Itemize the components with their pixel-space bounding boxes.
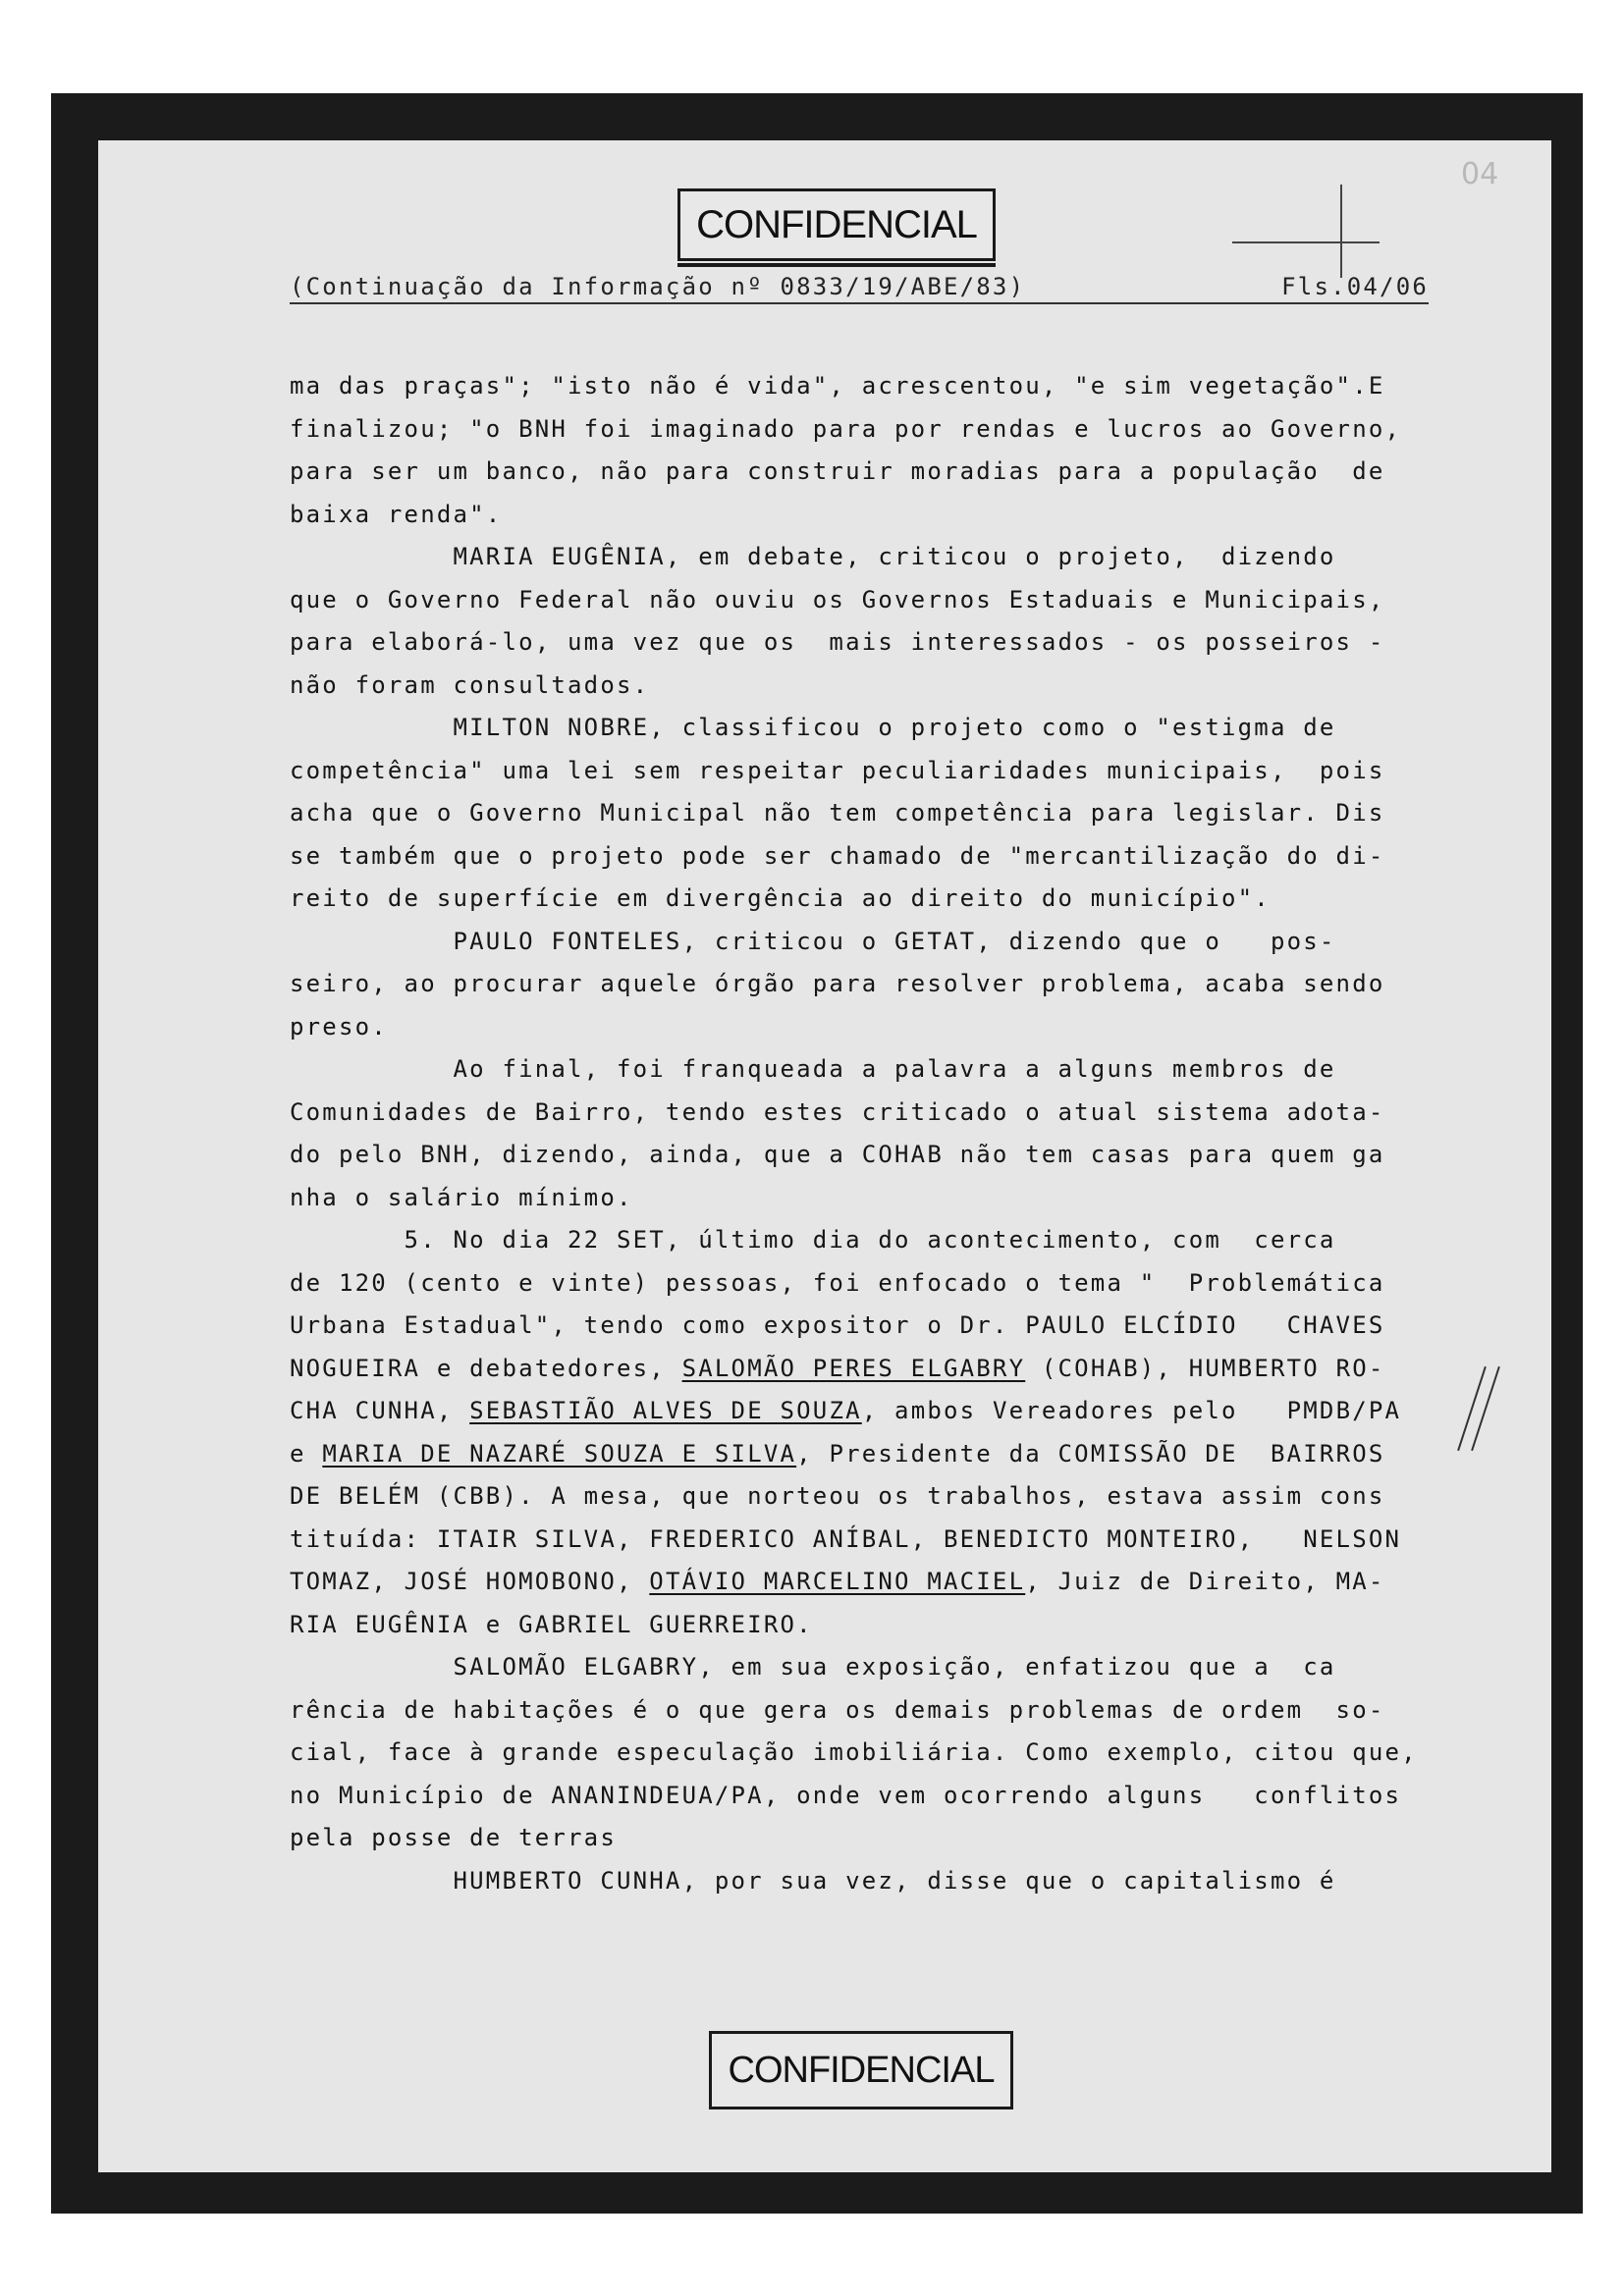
- confidential-stamp-bottom: CONFIDENCIAL: [709, 2031, 1013, 2109]
- text-line: [290, 1348, 1429, 1391]
- text-segment: para ser um banco, não para construir moradias para a população de: [290, 457, 1385, 485]
- text-line: [290, 1561, 1429, 1604]
- confidential-stamp-top: CONFIDENCIAL: [677, 188, 996, 261]
- text-line: [290, 878, 1429, 921]
- text-line: [290, 1604, 1429, 1647]
- underlined-name: MARIA DE NAZARÉ SOUZA E SILVA: [322, 1439, 797, 1468]
- text-line: [290, 750, 1429, 793]
- text-segment: do pelo BNH, dizendo, ainda, que a COHAB não tem casas para quem ga: [290, 1141, 1385, 1168]
- text-segment: , Presidente da COMISSÃO DE BAIRROS: [796, 1439, 1385, 1468]
- text-segment: HUMBERTO CUNHA, por sua vez, disse que o capitalismo é: [290, 1866, 1336, 1895]
- text-line: [290, 1219, 1429, 1262]
- text-line: [290, 1262, 1429, 1306]
- text-segment: DE BELÉM (CBB). A mesa, que norteou os trabalhos, estava assim cons: [290, 1482, 1385, 1510]
- text-segment: cial, face à grande especulação imobiliária. Como exemplo, citou que,: [290, 1738, 1418, 1766]
- text-line: [290, 835, 1429, 879]
- text-line: [290, 1646, 1429, 1689]
- text-line: [290, 621, 1429, 665]
- document-body: [290, 365, 1429, 1902]
- text-line: [290, 792, 1429, 835]
- text-segment: PAULO FONTELES, criticou o GETAT, dizendo que o pos-: [290, 927, 1336, 955]
- text-line: [290, 494, 1429, 537]
- text-segment: se também que o projeto pode ser chamado de "mercantilização do di-: [290, 841, 1385, 870]
- text-line: [290, 1048, 1429, 1092]
- text-segment: Ao final, foi franqueada a palavra a alguns membros de: [290, 1055, 1336, 1083]
- text-line: [290, 408, 1429, 452]
- text-line: [290, 579, 1429, 622]
- text-line: [290, 1006, 1429, 1049]
- text-segment: preso.: [290, 1012, 388, 1041]
- text-line: [290, 1092, 1429, 1135]
- text-segment: NOGUEIRA e debatedores,: [290, 1354, 682, 1382]
- text-segment: e: [290, 1439, 323, 1468]
- text-segment: , ambos Vereadores pelo PMDB/PA: [861, 1397, 1402, 1424]
- text-line: [290, 365, 1429, 408]
- text-segment: nha o salário mínimo.: [290, 1183, 633, 1211]
- text-segment: CHA CUNHA,: [290, 1397, 470, 1424]
- text-segment: competência" uma lei sem respeitar peculiaridades municipais, pois: [290, 756, 1385, 784]
- text-line: [290, 1775, 1429, 1818]
- text-line: [290, 451, 1429, 494]
- text-line: [290, 1860, 1429, 1903]
- text-line: [290, 1305, 1429, 1348]
- handwritten-mark: [1232, 185, 1389, 283]
- text-line: [290, 1732, 1429, 1775]
- text-segment: TOMAZ, JOSÉ HOMOBONO,: [290, 1568, 650, 1595]
- text-segment: rência de habitações é o que gera os demais problemas de ordem so-: [290, 1695, 1385, 1724]
- text-segment: no Município de ANANINDEUA/PA, onde vem ocorrendo alguns conflitos: [290, 1781, 1402, 1809]
- text-line: [290, 1519, 1429, 1562]
- text-line: [290, 707, 1429, 750]
- text-segment: pela posse de terras: [290, 1824, 617, 1851]
- text-line: [290, 1177, 1429, 1220]
- document-header: [290, 273, 1429, 304]
- text-segment: RIA EUGÊNIA e GABRIEL GUERREIRO.: [290, 1610, 813, 1638]
- text-line: [290, 921, 1429, 964]
- text-segment: MARIA EUGÊNIA, em debate, criticou o projeto, dizendo: [290, 543, 1336, 570]
- text-line: [290, 1433, 1429, 1476]
- page-number-mark: 04: [1461, 157, 1499, 191]
- text-segment: , Juiz de Direito, MA-: [1025, 1568, 1385, 1595]
- folio-number: Fls.04/06: [1281, 273, 1429, 300]
- text-line: [290, 1689, 1429, 1733]
- text-segment: MILTON NOBRE, classificou o projeto como o "estigma de: [290, 714, 1336, 741]
- text-line: [290, 536, 1429, 579]
- underlined-name: OTÁVIO MARCELINO MACIEL: [649, 1568, 1026, 1595]
- information-reference: (Continuação da Informação nº 0833/19/ABE/83): [290, 273, 1026, 300]
- text-line: [290, 665, 1429, 708]
- text-line: [290, 1475, 1429, 1519]
- text-segment: 5. No dia 22 SET, último dia do acontecimento, com cerca: [290, 1226, 1336, 1254]
- text-segment: seiro, ao procurar aquele órgão para resolver problema, acaba sendo: [290, 970, 1385, 997]
- text-segment: não foram consultados.: [290, 670, 650, 699]
- text-segment: tituída: ITAIR SILVA, FREDERICO ANÍBAL, BENEDICTO MONTEIRO, NELSON: [290, 1524, 1402, 1553]
- text-segment: Urbana Estadual", tendo como expositor o Dr. PAULO ELCÍDIO CHAVES: [290, 1311, 1385, 1339]
- text-line: [290, 1134, 1429, 1177]
- text-segment: reito de superfície em divergência ao direito do município".: [290, 884, 1271, 912]
- text-segment: SALOMÃO ELGABRY, em sua exposição, enfatizou que a ca: [290, 1653, 1336, 1681]
- text-segment: finalizou; "o BNH foi imaginado para por rendas e lucros ao Governo,: [290, 414, 1402, 443]
- text-segment: ma das praças"; "isto não é vida", acrescentou, "e sim vegetação".E: [290, 372, 1385, 400]
- text-segment: acha que o Governo Municipal não tem competência para legislar. Dis: [290, 799, 1385, 827]
- underlined-name: SALOMÃO PERES ELGABRY: [681, 1354, 1026, 1382]
- text-line: [290, 1817, 1429, 1860]
- text-segment: Comunidades de Bairro, tendo estes criticado o atual sistema adota-: [290, 1097, 1385, 1126]
- text-line: [290, 1390, 1429, 1433]
- text-segment: (COHAB), HUMBERTO RO-: [1025, 1354, 1385, 1382]
- text-segment: que o Governo Federal não ouviu os Governos Estaduais e Municipais,: [290, 585, 1385, 614]
- text-segment: de 120 (cento e vinte) pessoas, foi enfocado o tema " Problemática: [290, 1268, 1385, 1297]
- handwritten-double-slash: [1463, 1364, 1502, 1453]
- underlined-name: SEBASTIÃO ALVES DE SOUZA: [469, 1397, 862, 1424]
- text-segment: baixa renda".: [290, 500, 503, 528]
- text-line: [290, 963, 1429, 1006]
- text-segment: para elaborá-lo, uma vez que os mais interessados - os posseiros -: [290, 628, 1385, 656]
